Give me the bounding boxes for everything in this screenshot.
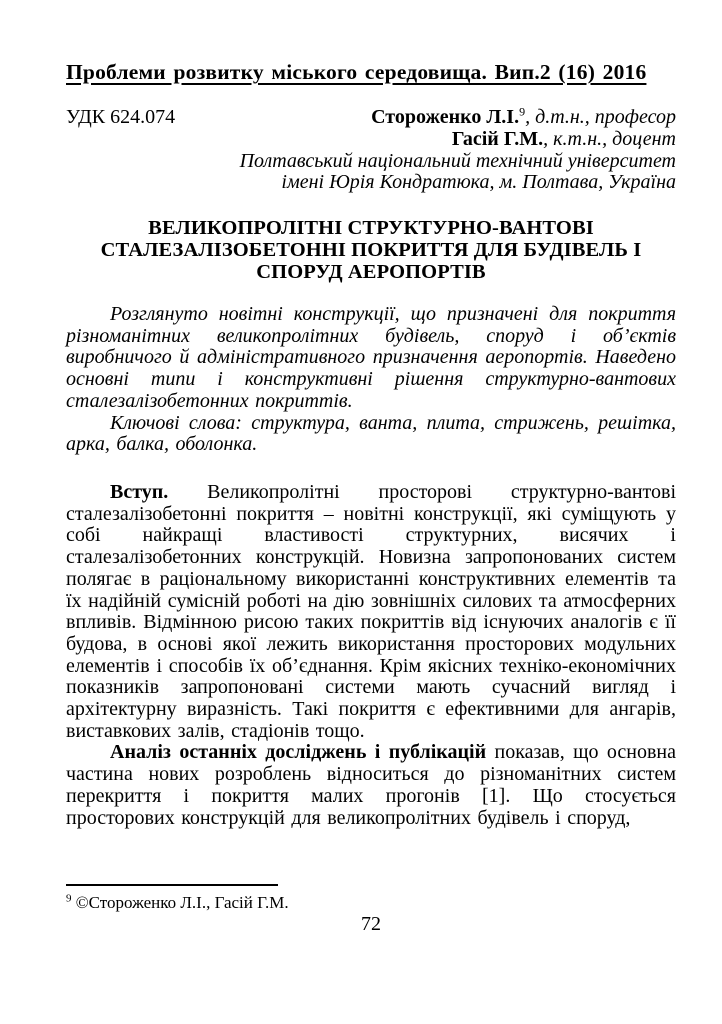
author-line-2: [66, 129, 676, 151]
analysis-text: показав, що основна частина нових розроблень відноситься до різноманітних систем перекриття і покриття малих прогонів [1]. Що стосується просторових конструкцій для великопролітних будівель і споруд,: [66, 741, 677, 829]
keywords-label: Ключові слова:: [110, 411, 242, 434]
keywords-paragraph: [66, 413, 676, 456]
page-number: 72: [361, 913, 381, 935]
article-title-line-3: СПОРУД АЕРОПОРТІВ: [256, 260, 486, 283]
intro-text: Великопролітні просторові структурно-вантові сталезалізобетонні покриття – новітні конструкції, які суміщують у собі найкращі властивості структурних, висячих і сталезалізобетонних конструкцій. Новизна запропонованих систем полягає в раціональному використанні конструктивних елементів та їх надійній сумісній роботі на дію зовнішніх силових та атмосферних впливів. Відмінною рисою таких покриттів від існуючих аналогів є її будова, в основі якої лежить використання просторових модульних елементів і способів їх об’єднання. Крім якісних техніко-економічних показників запропоновані системи мають сучасний вигляд і архітектурну виразність. Такі покриття є ефективними для ангарів, виставкових залів, стадіонів тощо.: [66, 481, 676, 742]
author-2-degree: , к.т.н., доцент: [543, 127, 676, 150]
article-title: [66, 218, 676, 283]
article-title-line-2: СТАЛЕЗАЛІЗОБЕТОННІ ПОКРИТТЯ ДЛЯ БУДІВЕЛЬ І: [100, 238, 642, 261]
udc-code: УДК 624.074: [66, 106, 176, 128]
affiliation-line-1: Полтавський національний технічний університет: [239, 149, 676, 172]
abstract-paragraph: Розглянуто новітні конструкції, що призначені для покриття різноманітних великопролітних будівель, споруд і об’єктів виробничого й адміністративного призначення аеропортів. Наведено основні типи і конструктивні рішення структурно-вантових сталезалізобетонних покриттів.: [66, 303, 676, 412]
footnote-text: ©Стороженко Л.І., Гасій Г.М.: [71, 893, 289, 912]
byline-block: [66, 104, 676, 194]
author-1-degree: , д.т.н., професор: [525, 106, 676, 128]
copyright-footnote: [66, 893, 676, 913]
affiliation-line-2: імені Юрія Кондратюка, м. Полтава, Україна: [281, 171, 676, 194]
analysis-lead: Аналіз останніх досліджень і публікацій: [110, 741, 487, 764]
footnote-separator-rule: [66, 884, 278, 886]
keywords-list: структура, ванта, плита, стрижень, решітка, арка, балка, оболонка.: [66, 411, 676, 456]
abstract-block: [66, 304, 676, 456]
journal-title-text: Проблеми розвитку міського середовища. Вип.2 (16) 2016: [66, 60, 647, 84]
author-footnote-mark: 9: [519, 104, 526, 119]
intro-lead: Вступ.: [110, 481, 169, 503]
author-2-name: Гасій Г.М.: [451, 127, 544, 150]
analysis-paragraph: [66, 742, 676, 829]
footnote-mark: 9: [66, 892, 72, 905]
journal-running-header: [66, 60, 676, 85]
author-1-name: Стороженко Л.І.: [371, 106, 520, 128]
article-title-line-1: ВЕЛИКОПРОЛІТНІ СТРУКТУРНО-ВАНТОВІ: [148, 217, 594, 239]
intro-paragraph: [66, 482, 676, 742]
article-body: [66, 482, 676, 829]
